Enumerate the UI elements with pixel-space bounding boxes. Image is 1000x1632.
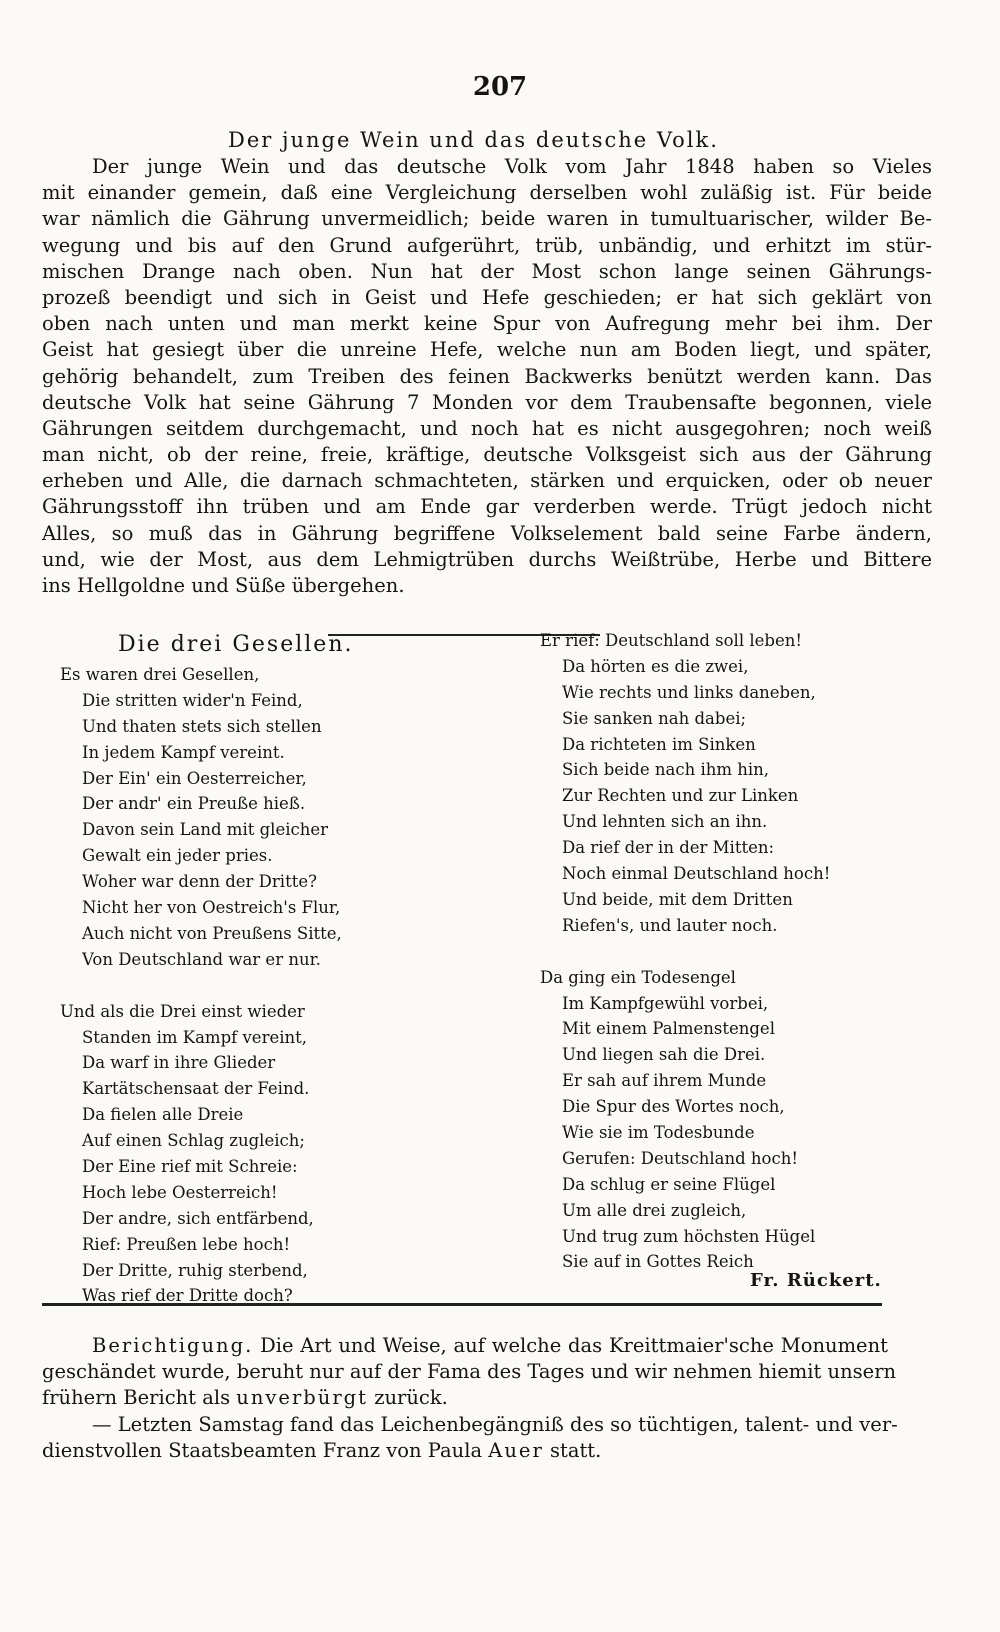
poem-line: Und thaten stets sich stellen <box>82 716 322 736</box>
poem-line: Der andr' ein Preuße hieß. <box>82 794 306 814</box>
poem-line: Woher war denn der Dritte? <box>82 872 317 892</box>
poem-title: Die drei Gesellen. <box>118 632 354 657</box>
poem-line: In jedem Kampf vereint. <box>82 742 285 762</box>
poem-line: Da warf in ihre Glieder <box>82 1053 276 1073</box>
article-line: Alles, so muß das in Gährung begriffene Volkselement bald seine Farbe ändern, <box>42 521 932 545</box>
poem-line: Auch nicht von Preußens Sitte, <box>82 923 342 943</box>
poem-line: Da richteten im Sinken <box>562 734 756 754</box>
poem-line: Riefen's, und lauter noch. <box>562 915 778 935</box>
poem-stanza <box>60 662 480 973</box>
article-line: Gährungen seitdem durchgemacht, und noch hat es nicht ausgegohren; noch weiß <box>42 416 932 440</box>
poem-line: Er rief: Deutschland soll leben! <box>540 631 802 650</box>
poem-line: Was rief der Dritte doch? <box>82 1286 293 1306</box>
section-divider-full <box>42 1303 882 1306</box>
poem-line: Der andre, sich entfärbend, <box>82 1208 314 1228</box>
poem-line: Da schlug er seine Flügel <box>562 1174 776 1194</box>
poem-left-column <box>60 628 480 1309</box>
poem-line: Der Eine rief mit Schreie: <box>82 1157 298 1177</box>
article-body <box>42 154 932 599</box>
correction-text: frühern Bericht als <box>42 1386 231 1410</box>
page-number: 207 <box>472 72 528 102</box>
poem-line: Gewalt ein jeder pries. <box>82 846 273 866</box>
poem-line: Der Dritte, ruhig sterbend, <box>82 1260 308 1280</box>
poem-line: Der Ein' ein Oesterreicher, <box>82 768 307 788</box>
article-line: und, wie der Most, aus dem Lehmigtrüben durchs Weißtrübe, Herbe und Bittere <box>42 547 932 571</box>
poem-line: Er sah auf ihrem Munde <box>562 1071 767 1091</box>
article-line: mit einander gemein, daß eine Vergleichung derselben wohl zuläßig ist. Für beide <box>42 181 932 205</box>
poem-stanza <box>540 965 940 1276</box>
article-line: oben nach unten und man merkt keine Spur von Aufregung mehr bei ihm. Der <box>42 312 932 336</box>
poem-stanza <box>60 999 480 1310</box>
obituary-text: statt. <box>550 1438 602 1462</box>
obituary-line: — Letzten Samstag fand das Leichenbegängniß des so tüchtigen, talent- und ver- <box>92 1412 898 1436</box>
poem-line: Hoch lebe Oesterreich! <box>82 1182 278 1202</box>
poem-line: Um alle drei zugleich, <box>562 1200 747 1220</box>
emphasized-word: unverbürgt <box>236 1386 368 1410</box>
correction-line <box>42 1333 888 1359</box>
poem-line: Und lehnten sich an ihn. <box>562 812 768 832</box>
poem-line: Auf einen Schlag zugleich; <box>82 1131 305 1151</box>
correction-text: Die Art und Weise, auf welche das Kreittmaier'sche Monument <box>260 1334 888 1357</box>
article-title: Der junge Wein und das deutsche Volk. <box>228 128 719 152</box>
poem-line: Wie sie im Todesbunde <box>562 1123 755 1143</box>
article-line: man nicht, ob der reine, freie, kräftige, deutsche Volksgeist sich aus der Gährung <box>42 443 932 467</box>
poem-line: Da ging ein Todesengel <box>540 967 736 987</box>
poem-line: Standen im Kampf vereint, <box>82 1027 308 1047</box>
obituary-text: dienstvollen Staatsbeamten Franz von Paula <box>42 1438 483 1462</box>
poem-line: Von Deutschland war er nur. <box>82 949 321 969</box>
article-line: Gährungsstoff ihn trüben und am Ende gar verderben werde. Trügt jedoch nicht <box>42 495 932 519</box>
poem-line: Da hörten es die zwei, <box>562 656 749 676</box>
article-line: Geist hat gesiegt über die unreine Hefe, welche nun am Boden liegt, und später, <box>42 338 932 362</box>
poem-line: Und trug zum höchsten Hügel <box>562 1226 816 1246</box>
article-line: erheben und Alle, die darnach schmachteten, stärken und erquicken, oder ob neuer <box>42 469 932 493</box>
article-line: gehörig behandelt, zum Treiben des feinen Backwerks benützt werden kann. Das <box>42 364 932 388</box>
article-line: deutsche Volk hat seine Gährung 7 Monden vor dem Traubensafte begonnen, viele <box>42 390 932 414</box>
poem-line: Da fielen alle Dreie <box>82 1105 244 1125</box>
obituary-line <box>42 1438 888 1464</box>
poem-stanza <box>540 628 940 939</box>
poem-line: Sie auf in Gottes Reich <box>562 1252 754 1272</box>
poem-line: Nicht her von Oestreich's Flur, <box>82 898 341 918</box>
article-line: wegung und bis auf den Grund aufgerührt, trüb, unbändig, und erhitzt im stür- <box>42 233 932 257</box>
poem-line: Kartätschensaat der Feind. <box>82 1079 310 1099</box>
correction-line: geschändet wurde, beruht nur auf der Fama des Tages und wir nehmen hiemit unsern <box>42 1360 897 1384</box>
poem-line: Und liegen sah die Drei. <box>562 1045 766 1065</box>
poem-line: Davon sein Land mit gleicher <box>82 820 329 840</box>
poem-right-column <box>540 628 940 1275</box>
poem-line: Wie rechts und links daneben, <box>562 682 816 702</box>
poem-line: Die stritten wider'n Feind, <box>82 690 303 710</box>
poem-line: Es waren drei Gesellen, <box>60 665 260 684</box>
poem-line: Im Kampfgewühl vorbei, <box>562 993 769 1013</box>
poem-author: Fr. Rückert. <box>750 1270 882 1291</box>
article-line: war nämlich die Gährung unvermeidlich; beide waren in tumultuarischer, wilder Be- <box>42 207 932 231</box>
poem-line: Rief: Preußen lebe hoch! <box>82 1234 291 1254</box>
correction-line <box>42 1385 888 1411</box>
article-line: Der junge Wein und das deutsche Volk vom Jahr 1848 haben so Vieles <box>92 155 932 178</box>
poem-line: Gerufen: Deutschland hoch! <box>562 1148 798 1168</box>
poem-line: Und als die Drei einst wieder <box>60 1001 305 1021</box>
article-line: prozeß beendigt und sich in Geist und Hefe geschieden; er hat sich geklärt von <box>42 285 932 309</box>
poem-line: Da rief der in der Mitten: <box>562 838 775 858</box>
emphasized-name: Auer <box>488 1438 544 1462</box>
poem-line: Noch einmal Deutschland hoch! <box>562 864 831 884</box>
correction-heading: Berichtigung. <box>92 1334 254 1357</box>
poem-line: Mit einem Palmenstengel <box>562 1019 775 1039</box>
article-line: mischen Drange nach oben. Nun hat der Most schon lange seinen Gährungs- <box>42 259 932 283</box>
poem-line: Und beide, mit dem Dritten <box>562 889 793 909</box>
article-line: ins Hellgoldne und Süße übergehen. <box>42 574 405 597</box>
poem-line: Zur Rechten und zur Linken <box>562 786 799 806</box>
poem-line: Sich beide nach ihm hin, <box>562 760 770 780</box>
correction-notice <box>42 1333 898 1464</box>
poem-line: Sie sanken nah dabei; <box>562 708 747 728</box>
poem-line: Die Spur des Wortes noch, <box>562 1097 785 1117</box>
correction-text: zurück. <box>374 1386 448 1410</box>
